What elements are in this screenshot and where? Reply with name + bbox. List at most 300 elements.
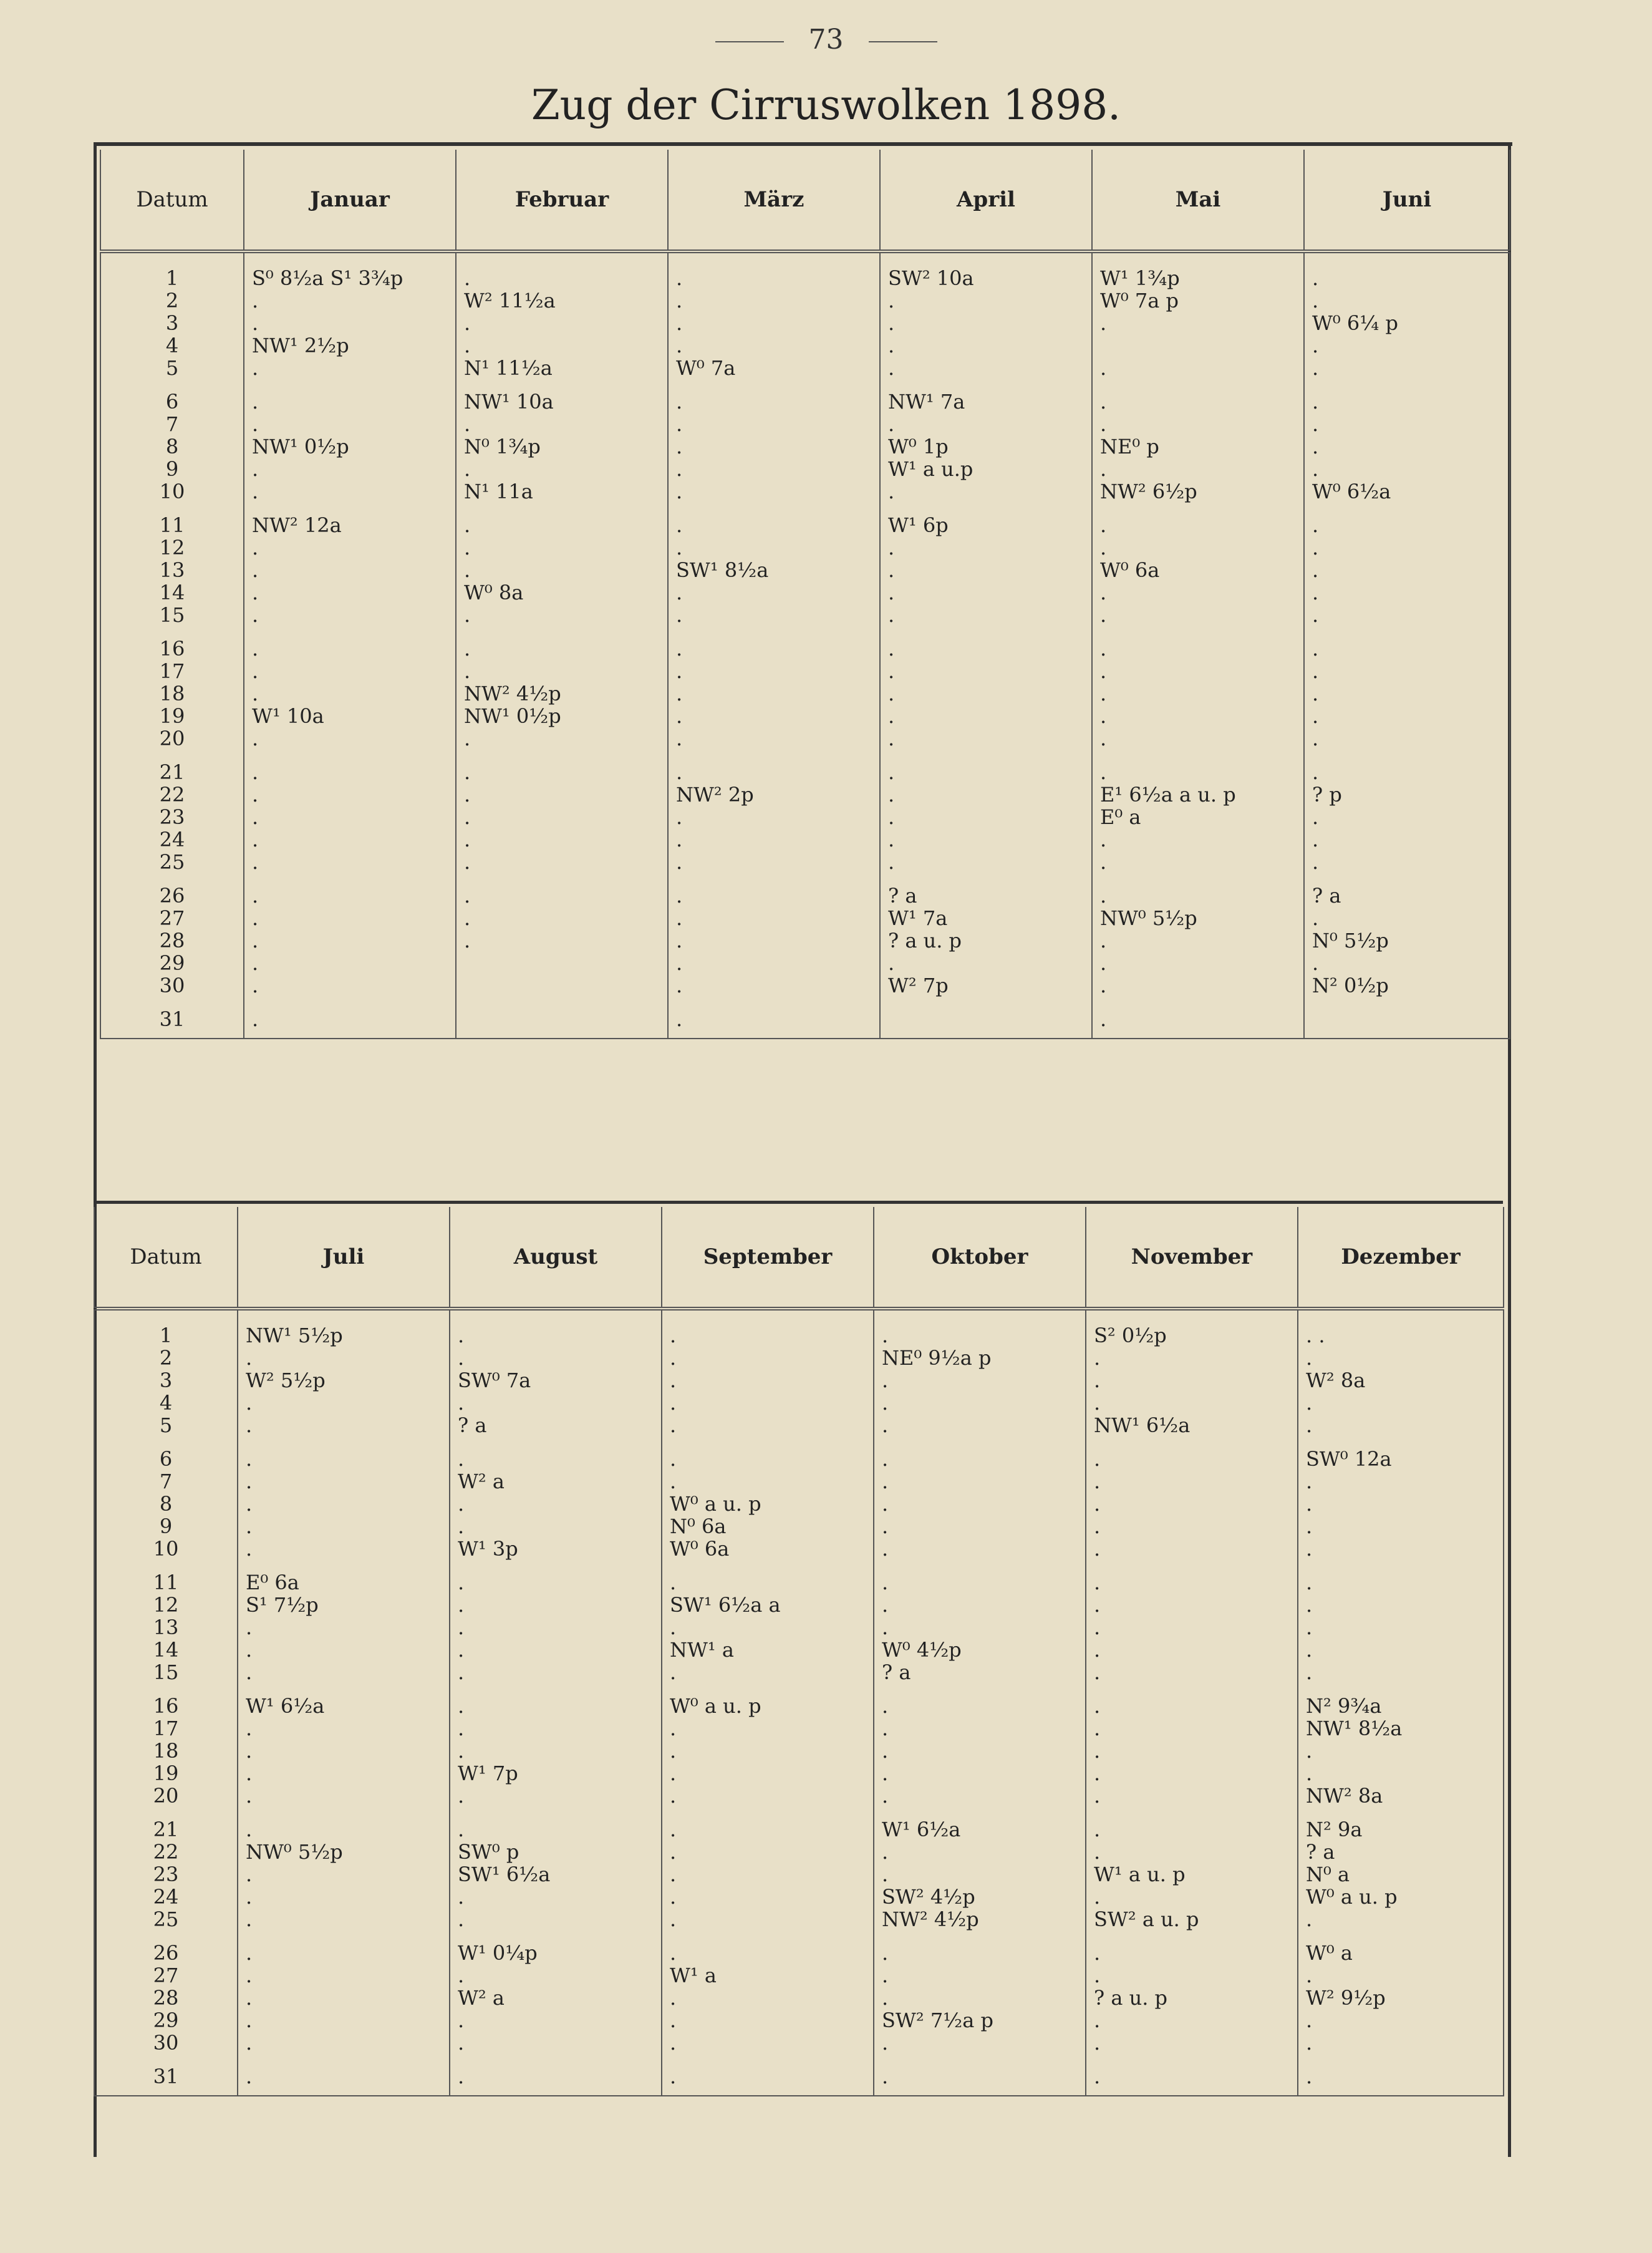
observation-cell: . <box>238 1717 450 1740</box>
observation-cell: NW² 12a <box>244 514 456 536</box>
spacer-cell <box>456 873 668 884</box>
spacer-cell <box>662 1309 874 1324</box>
observation-cell: W⁰ 1p <box>880 435 1092 458</box>
table-row <box>100 289 1510 312</box>
observation-cell: . <box>662 1841 874 1863</box>
observation-cell: . <box>1298 1616 1504 1639</box>
observation-cell: . <box>244 952 456 974</box>
observation-cell: . <box>1092 705 1304 727</box>
observation-cell: . <box>238 1470 450 1493</box>
observation-cell: W² a <box>450 1470 662 1493</box>
table-row <box>100 660 1510 682</box>
left-dash <box>715 41 784 42</box>
observation-cell: . <box>244 289 456 312</box>
observation-cell: NW⁰ 5½p <box>238 1841 450 1863</box>
observation-cell: . <box>668 761 880 783</box>
observation-cell: . <box>874 1538 1086 1560</box>
observation-cell: . <box>662 1908 874 1931</box>
day-number: 29 <box>100 952 244 974</box>
observation-cell: . <box>450 1785 662 1807</box>
spacer-cell <box>100 251 244 267</box>
day-number: 9 <box>100 458 244 480</box>
observation-cell: . <box>450 2032 662 2054</box>
spacer-cell <box>662 1560 874 1571</box>
row-spacer <box>94 1437 1504 1448</box>
observation-cell: . <box>1086 1616 1298 1639</box>
observation-cell: . <box>238 1863 450 1886</box>
spacer-cell <box>450 1684 662 1695</box>
observation-cell: . <box>1086 1740 1298 1762</box>
observation-cell: . <box>880 581 1092 604</box>
observation-cell: SW⁰ 12a <box>1298 1448 1504 1470</box>
day-number: 3 <box>94 1369 238 1392</box>
observation-cell: . <box>880 828 1092 851</box>
observation-cell: . <box>238 1818 450 1841</box>
spacer-cell <box>874 1684 1086 1695</box>
observation-cell: N⁰ 6a <box>662 1515 874 1538</box>
observation-cell: . <box>1304 357 1510 379</box>
spacer-cell <box>662 2088 874 2096</box>
row-spacer <box>100 750 1510 761</box>
day-number: 17 <box>94 1717 238 1740</box>
observation-cell: . <box>1304 604 1510 626</box>
observation-cell: . <box>668 514 880 536</box>
observation-cell: . <box>450 1493 662 1515</box>
observation-cell: SW¹ 6½a <box>450 1863 662 1886</box>
table2-datum-header: Datum <box>94 1207 238 1309</box>
spacer-cell <box>1092 873 1304 884</box>
observation-cell: . <box>238 1886 450 1908</box>
observation-cell: . <box>662 1347 874 1369</box>
observation-cell: . <box>668 682 880 705</box>
day-number: 20 <box>100 727 244 750</box>
table-row <box>100 851 1510 873</box>
observation-cell: . <box>1086 1538 1298 1560</box>
spacer-cell <box>1086 2088 1298 2096</box>
observation-cell: ? p <box>1304 783 1510 806</box>
table-row <box>94 1987 1504 2009</box>
spacer-cell <box>1092 503 1304 514</box>
table-row <box>94 1639 1504 1661</box>
spacer-cell <box>874 1560 1086 1571</box>
spacer-cell <box>880 251 1092 267</box>
day-number: 23 <box>94 1863 238 1886</box>
observation-cell: . <box>668 929 880 952</box>
observation-cell: . <box>874 2065 1086 2088</box>
spacer-cell <box>662 2054 874 2065</box>
spacer-cell <box>94 2054 238 2065</box>
observation-cell: . <box>1304 514 1510 536</box>
observation-cell: . <box>1304 806 1510 828</box>
observation-cell: . <box>244 682 456 705</box>
observation-cell: . <box>668 884 880 907</box>
spacer-cell <box>244 251 456 267</box>
spacer-cell <box>1086 1437 1298 1448</box>
observation-cell: . <box>1092 682 1304 705</box>
observation-cell: . <box>662 1863 874 1886</box>
observation-cell: W¹ 1¾p <box>1092 267 1304 289</box>
observation-cell: . <box>456 907 668 929</box>
observation-cell: . <box>244 559 456 581</box>
day-number: 5 <box>94 1414 238 1437</box>
spacer-cell <box>874 1309 1086 1324</box>
day-number: 22 <box>94 1841 238 1863</box>
row-spacer <box>94 2054 1504 2065</box>
observation-cell: . <box>1298 2032 1504 2054</box>
observation-cell: . <box>1304 390 1510 413</box>
observation-cell: . <box>456 806 668 828</box>
observation-cell: . <box>1304 727 1510 750</box>
table-row <box>94 2009 1504 2032</box>
table-row <box>100 705 1510 727</box>
table-row <box>94 1964 1504 1987</box>
observation-cell: . <box>450 1964 662 1987</box>
observation-cell: . <box>1304 581 1510 604</box>
day-number: 13 <box>94 1616 238 1639</box>
observation-cell: SW¹ 6½a a <box>662 1594 874 1616</box>
observation-cell: . <box>450 1661 662 1684</box>
row-spacer <box>94 1684 1504 1695</box>
observation-cell: . <box>1298 1515 1504 1538</box>
observation-cell: . <box>668 974 880 997</box>
spacer-cell <box>880 750 1092 761</box>
observation-cell: SW⁰ p <box>450 1841 662 1863</box>
observation-cell: . <box>244 660 456 682</box>
observation-cell: . <box>1086 1571 1298 1594</box>
observation-cell: . <box>880 334 1092 357</box>
table-row <box>94 1740 1504 1762</box>
spacer-cell <box>1086 1684 1298 1695</box>
day-number: 26 <box>100 884 244 907</box>
observation-cell: NW¹ 8½a <box>1298 1717 1504 1740</box>
spacer-cell <box>244 626 456 637</box>
spacer-cell <box>1304 626 1510 637</box>
observation-cell: . <box>874 1740 1086 1762</box>
observation-cell: . <box>1304 705 1510 727</box>
spacer-cell <box>238 2088 450 2096</box>
observation-cell: . <box>668 851 880 873</box>
table-row <box>94 1661 1504 1684</box>
spacer-cell <box>1304 750 1510 761</box>
day-number: 2 <box>100 289 244 312</box>
table1-body <box>100 251 1510 1039</box>
day-number: 24 <box>100 828 244 851</box>
observation-cell: ? a <box>450 1414 662 1437</box>
spacer-cell <box>1304 1030 1510 1039</box>
spacer-cell <box>1298 1807 1504 1818</box>
table-row <box>100 828 1510 851</box>
table-row <box>100 357 1510 379</box>
observation-cell: . <box>244 783 456 806</box>
observation-cell: SW² a u. p <box>1086 1908 1298 1931</box>
observation-cell: E⁰ a <box>1092 806 1304 828</box>
day-number: 27 <box>100 907 244 929</box>
observation-cell: . <box>668 727 880 750</box>
table-row <box>100 267 1510 289</box>
spacer-cell <box>1298 1437 1504 1448</box>
observation-cell: . <box>662 1762 874 1785</box>
observation-cell: W⁰ 6a <box>662 1538 874 1560</box>
observation-cell: . <box>874 1987 1086 2009</box>
observation-cell: . <box>450 1717 662 1740</box>
observation-cell: NE⁰ 9½a p <box>874 1347 1086 1369</box>
spacer-cell <box>94 1437 238 1448</box>
observation-cell: . <box>662 2032 874 2054</box>
observation-cell: . <box>1304 435 1510 458</box>
observation-cell: SW¹ 8½a <box>668 559 880 581</box>
table-row <box>100 637 1510 660</box>
day-number: 8 <box>94 1493 238 1515</box>
spacer-cell <box>1086 2054 1298 2065</box>
spacer-cell <box>874 1931 1086 1942</box>
observation-cell: . <box>668 828 880 851</box>
observation-cell: . <box>456 884 668 907</box>
observation-cell: . <box>456 514 668 536</box>
observation-cell: . <box>1092 952 1304 974</box>
table-row <box>100 581 1510 604</box>
spacer-cell <box>668 379 880 390</box>
table-row <box>100 682 1510 705</box>
observation-cell: . <box>244 907 456 929</box>
observation-cell: . <box>1086 2065 1298 2088</box>
table-row <box>94 1695 1504 1717</box>
spacer-cell <box>450 1560 662 1571</box>
observation-cell: . <box>880 705 1092 727</box>
observation-cell: . <box>456 312 668 334</box>
page-number-text: 73 <box>808 24 844 56</box>
spacer-cell <box>1092 626 1304 637</box>
observation-cell: . <box>1304 682 1510 705</box>
table-row <box>94 1369 1504 1392</box>
row-spacer <box>94 1560 1504 1571</box>
observation-cell: . <box>450 1616 662 1639</box>
table-row <box>100 604 1510 626</box>
observation-cell: . <box>244 480 456 503</box>
spacer-cell <box>1304 251 1510 267</box>
observation-cell: . <box>874 1414 1086 1437</box>
observation-cell: . <box>1298 1571 1504 1594</box>
observation-cell: ? a <box>1298 1841 1504 1863</box>
table2-month-header: September <box>662 1207 874 1309</box>
observation-cell: . <box>1086 1594 1298 1616</box>
observation-cell: . <box>244 1008 456 1030</box>
observation-cell: . <box>874 1616 1086 1639</box>
table-row <box>100 413 1510 435</box>
observation-cell: . <box>668 637 880 660</box>
spacer-cell <box>662 1931 874 1942</box>
observation-cell: W⁰ 6a <box>1092 559 1304 581</box>
observation-cell: . <box>880 682 1092 705</box>
day-number: 21 <box>100 761 244 783</box>
spacer-cell <box>668 873 880 884</box>
day-number: 11 <box>100 514 244 536</box>
observation-cell: W² 8a <box>1298 1369 1504 1392</box>
observation-cell: . <box>1086 1818 1298 1841</box>
observation-cell <box>456 1008 668 1030</box>
observation-cell: . <box>874 1964 1086 1987</box>
day-number: 7 <box>94 1470 238 1493</box>
observation-cell: . <box>874 1717 1086 1740</box>
observation-cell: . <box>1092 514 1304 536</box>
observation-cell: . <box>238 1538 450 1560</box>
day-number: 10 <box>94 1538 238 1560</box>
table2-month-header: Juli <box>238 1207 450 1309</box>
observation-cell: . <box>1304 660 1510 682</box>
observation-cell: . <box>238 1392 450 1414</box>
spacer-cell <box>456 750 668 761</box>
observation-cell: W¹ 3p <box>450 1538 662 1560</box>
table-row <box>94 1571 1504 1594</box>
observation-cell: . <box>450 1571 662 1594</box>
observation-cell: . <box>456 660 668 682</box>
day-number: 30 <box>94 2032 238 2054</box>
spacer-cell <box>100 997 244 1008</box>
day-number: 30 <box>100 974 244 997</box>
spacer-cell <box>880 997 1092 1008</box>
table-row <box>100 761 1510 783</box>
observation-cell: . <box>450 1639 662 1661</box>
observation-cell: . <box>874 1515 1086 1538</box>
observation-cell: NW¹ 10a <box>456 390 668 413</box>
table1-month-header: Januar <box>244 150 456 251</box>
observation-cell: NW¹ 2½p <box>244 334 456 357</box>
observation-cell: W⁰ 4½p <box>874 1639 1086 1661</box>
observation-cell: ? a <box>874 1661 1086 1684</box>
observation-cell: . <box>238 1908 450 1931</box>
observation-cell: . <box>662 1448 874 1470</box>
observation-cell: . <box>238 1493 450 1515</box>
observation-cell: N¹ 11½a <box>456 357 668 379</box>
observation-cell: . <box>874 1392 1086 1414</box>
table-row <box>100 480 1510 503</box>
day-number: 19 <box>100 705 244 727</box>
observation-cell: . <box>662 1886 874 1908</box>
observation-cell: . <box>238 1785 450 1807</box>
observation-cell: W¹ a <box>662 1964 874 1987</box>
day-number: 25 <box>100 851 244 873</box>
table-row <box>100 884 1510 907</box>
observation-cell: . <box>450 1594 662 1616</box>
observation-cell: . <box>668 458 880 480</box>
observation-cell: . <box>874 2032 1086 2054</box>
observation-cell: NW² 2p <box>668 783 880 806</box>
observation-cell: W⁰ a u. p <box>662 1695 874 1717</box>
observation-cell: . <box>1298 2009 1504 2032</box>
observation-cell: NW² 6½p <box>1092 480 1304 503</box>
day-number: 18 <box>94 1740 238 1762</box>
observation-cell: . <box>1298 2065 1504 2088</box>
day-number: 16 <box>94 1695 238 1717</box>
spacer-cell <box>1298 1684 1504 1695</box>
table-row <box>94 1347 1504 1369</box>
spacer-cell <box>450 1931 662 1942</box>
observation-cell: . <box>1298 1594 1504 1616</box>
spacer-cell <box>94 1931 238 1942</box>
spacer-cell <box>1304 503 1510 514</box>
observation-cell: W⁰ 6¼ p <box>1304 312 1510 334</box>
day-number: 20 <box>94 1785 238 1807</box>
observation-cell: . <box>456 559 668 581</box>
spacer-cell <box>456 626 668 637</box>
observation-cell: . <box>874 1594 1086 1616</box>
observation-cell: . <box>880 806 1092 828</box>
observation-cell: . . <box>1298 1324 1504 1347</box>
spacer-cell <box>1298 2088 1504 2096</box>
observation-cell: . <box>238 1448 450 1470</box>
observation-cell: S¹ 7½p <box>238 1594 450 1616</box>
top-frame-rule <box>97 142 1512 146</box>
spacer-cell <box>244 873 456 884</box>
observation-cell: . <box>244 390 456 413</box>
spacer-cell <box>100 873 244 884</box>
observation-cell: . <box>238 1762 450 1785</box>
spacer-cell <box>94 1309 238 1324</box>
observation-cell: W² 9½p <box>1298 1987 1504 2009</box>
table-row <box>94 1942 1504 1964</box>
observation-cell: . <box>880 357 1092 379</box>
spacer-cell <box>244 750 456 761</box>
spacer-cell <box>450 1309 662 1324</box>
observation-cell: . <box>1086 1695 1298 1717</box>
row-spacer <box>94 2088 1504 2096</box>
day-number: 28 <box>100 929 244 952</box>
day-number: 6 <box>100 390 244 413</box>
observation-cell: . <box>450 2009 662 2032</box>
table-row <box>100 435 1510 458</box>
observation-cell: . <box>662 1942 874 1964</box>
observation-cell: W¹ 0¼p <box>450 1942 662 1964</box>
right-dash <box>869 41 937 42</box>
observation-cell: . <box>244 458 456 480</box>
observation-cell: . <box>456 334 668 357</box>
observation-cell: . <box>668 413 880 435</box>
observation-cell: . <box>874 1863 1086 1886</box>
table-row <box>100 929 1510 952</box>
observation-cell: . <box>450 1324 662 1347</box>
observation-cell: SW² 4½p <box>874 1886 1086 1908</box>
spacer-cell <box>1092 1030 1304 1039</box>
observation-cell: . <box>1086 1841 1298 1863</box>
observation-cell: . <box>1298 1908 1504 1931</box>
observation-cell: . <box>880 480 1092 503</box>
spacer-cell <box>668 750 880 761</box>
table-row <box>94 2032 1504 2054</box>
table1-datum-header: Datum <box>100 150 244 251</box>
observation-cell: W² 11½a <box>456 289 668 312</box>
observation-cell: . <box>238 1347 450 1369</box>
observation-cell: . <box>874 1324 1086 1347</box>
spacer-cell <box>238 1437 450 1448</box>
spacer-cell <box>244 1030 456 1039</box>
observation-cell: N² 0½p <box>1304 974 1510 997</box>
observation-cell: . <box>880 559 1092 581</box>
table-row <box>94 1448 1504 1470</box>
spacer-cell <box>880 873 1092 884</box>
day-number: 12 <box>94 1594 238 1616</box>
observation-cell: . <box>662 1571 874 1594</box>
spacer-cell <box>874 2088 1086 2096</box>
observation-cell: . <box>662 1661 874 1684</box>
observation-cell: . <box>1086 1886 1298 1908</box>
observation-cell: . <box>1086 1964 1298 1987</box>
observation-cell: N⁰ a <box>1298 1863 1504 1886</box>
observation-cell: . <box>662 1324 874 1347</box>
spacer-cell <box>1298 2054 1504 2065</box>
table-row <box>100 334 1510 357</box>
observation-cell: . <box>238 1515 450 1538</box>
day-number: 21 <box>94 1818 238 1841</box>
observation-cell: W¹ a u. p <box>1086 1863 1298 1886</box>
